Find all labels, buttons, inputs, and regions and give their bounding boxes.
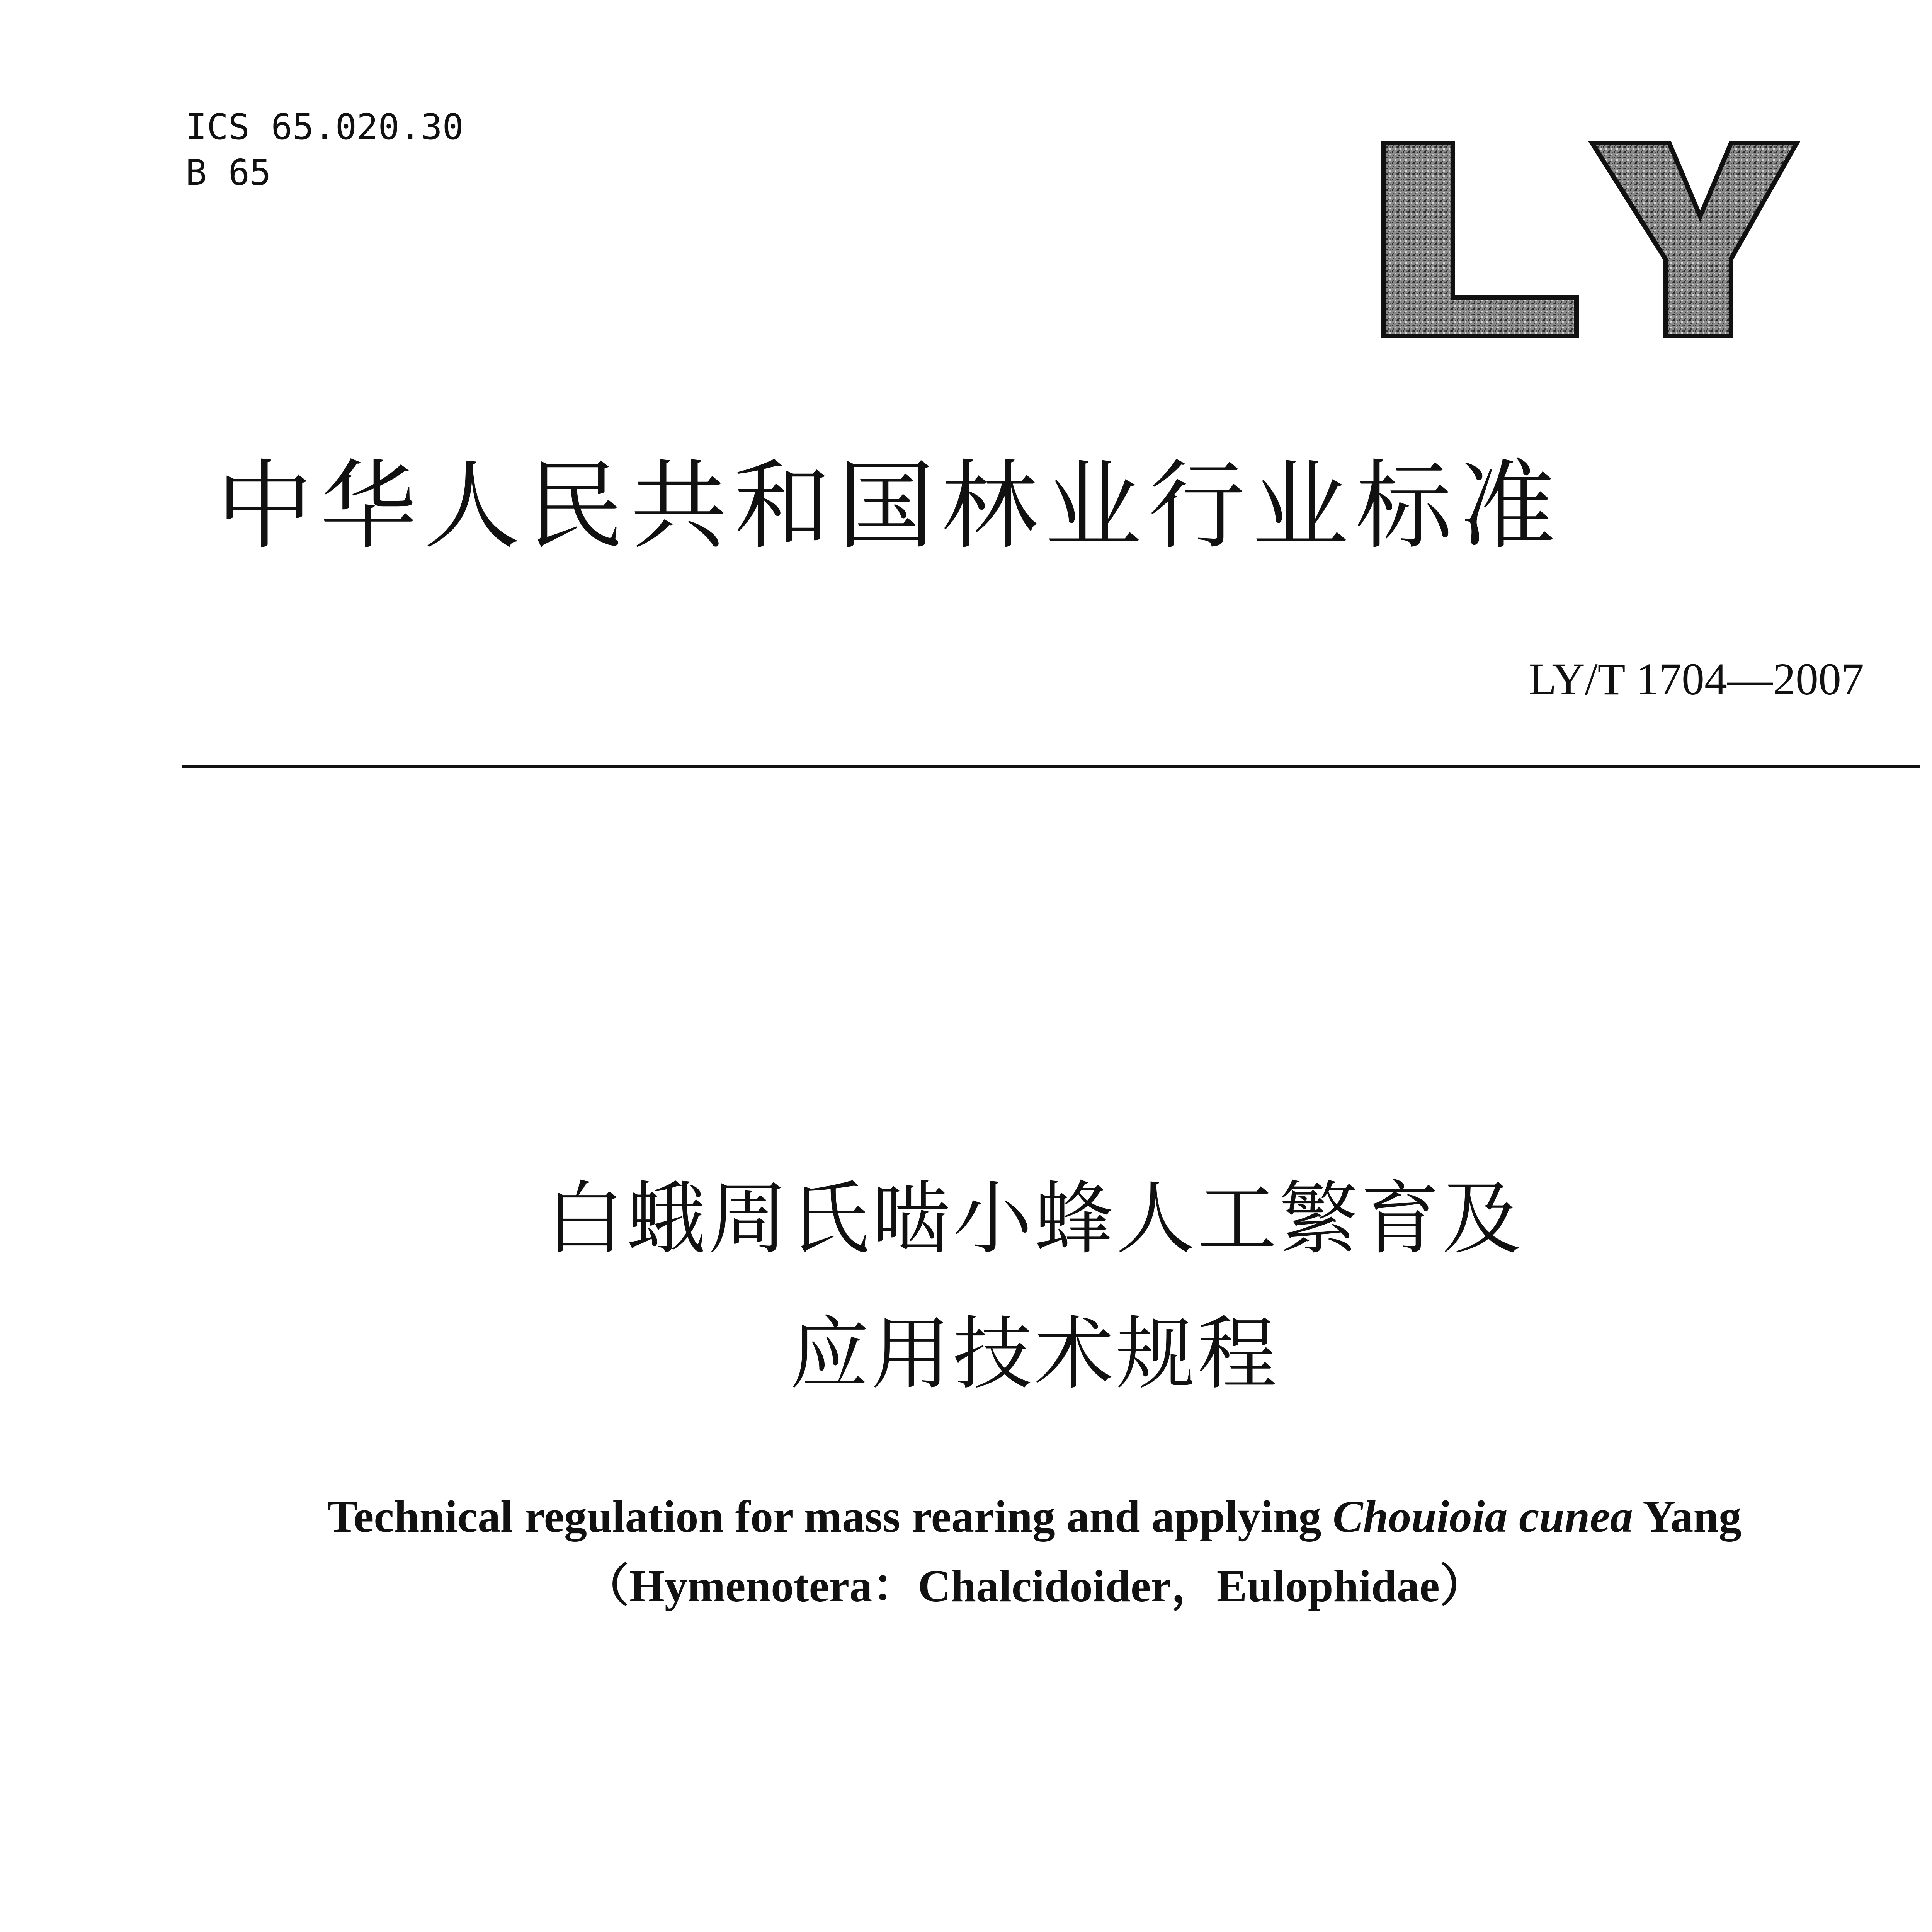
ics-code: ICS 65.020.30 bbox=[185, 106, 464, 148]
document-title-cn-line1: 白蛾周氏啮小蜂人工繁育及 bbox=[545, 1173, 1524, 1265]
ly-logo bbox=[1376, 135, 1804, 344]
document-title-en-line1 bbox=[0, 1484, 1932, 1549]
standard-number: LY/T 1704—2007 bbox=[1529, 654, 1864, 704]
document-title-en-line2: （Hymenotera：Chalcidoider，Eulophidae） bbox=[583, 1561, 1485, 1611]
classification-codes bbox=[185, 104, 464, 196]
en-title-suffix: Yang bbox=[1643, 1491, 1742, 1542]
header-divider bbox=[182, 765, 1920, 768]
standard-category-title: 中华人民共和国林业行业标准 bbox=[216, 450, 1563, 562]
document-title-cn-line2: 应用技术规程 bbox=[790, 1308, 1279, 1400]
ccs-code: B 65 bbox=[185, 152, 271, 193]
en-title-species: Chouioia cunea bbox=[1332, 1491, 1633, 1542]
en-title-prefix: Technical regulation for mass rearing and applying bbox=[327, 1491, 1321, 1542]
